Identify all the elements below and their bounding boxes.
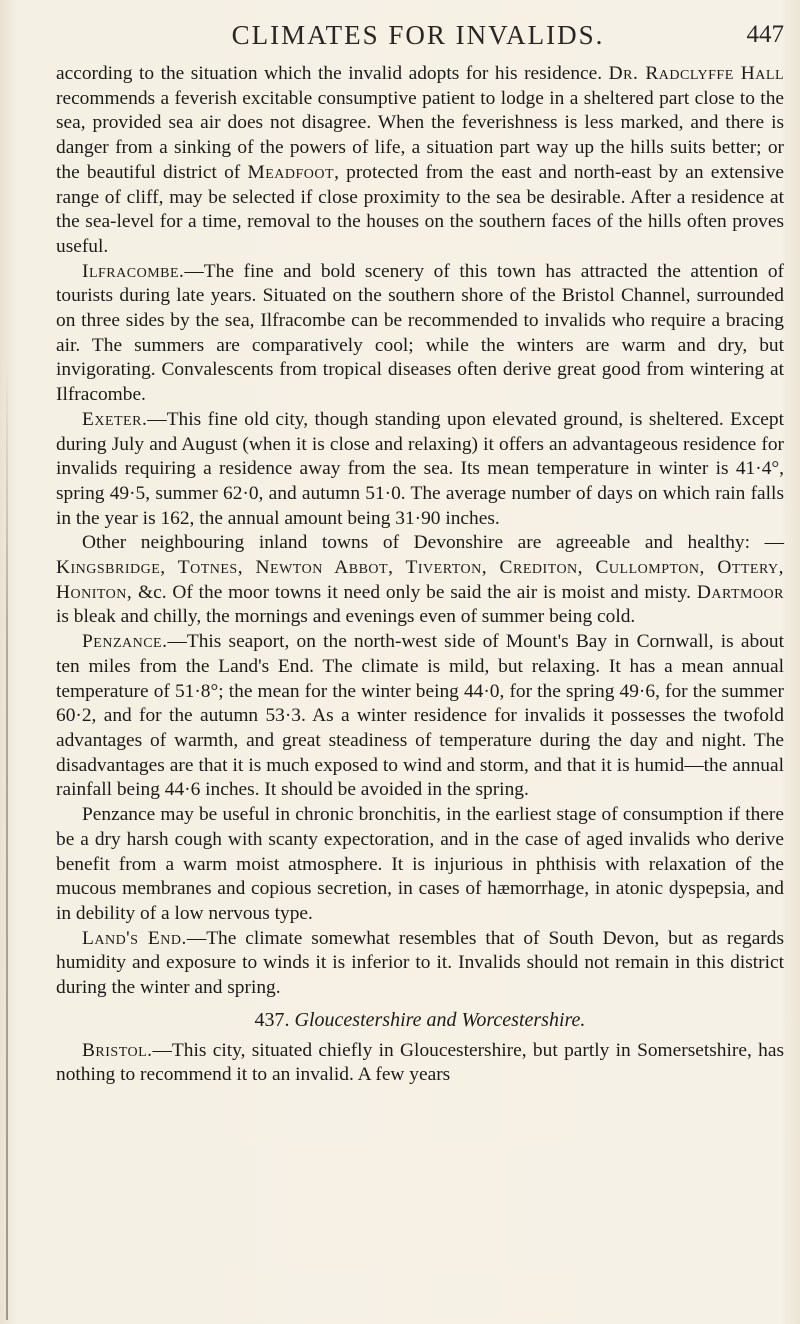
body-text [56,62,784,1088]
place-name: Penzance. [82,631,168,653]
page-header [52,14,784,54]
section-number: 437. [254,1008,290,1031]
paragraph-ilfracombe [56,260,784,408]
section-title: Gloucestershire and Worcestershire. [294,1008,586,1031]
paragraph-text: &c. Of the moor towns it need only be said the air is moist and misty. [132,581,697,603]
page-number: 447 [746,21,784,48]
section-heading [56,1007,784,1033]
place-name: Ilfracombe. [82,260,185,282]
paragraph-torquay-continued [56,62,784,260]
paragraph-bristol [56,1039,784,1088]
paragraph-text: recommends a feverish excitable consumptive patient to lodge in a sheltered part close to the sea, provided sea air does not disagree. When the feverishness is less marked, and there is danger from a sinking of the powers of life, a situation part way up the hills suits better; or the beautiful district of [56,87,784,183]
paragraph-lands-end [56,927,784,1001]
place-name: Land's End. [82,927,187,949]
paragraph-text: —This city, situated chiefly in Gloucestershire, but partly in Somersetshire, has nothing to recommend it to an invalid. A few years [56,1039,784,1086]
person-name: Dr. Radclyffe Hall [608,63,784,84]
place-name: Dartmoor [696,581,784,603]
paragraph-text: Other neighbouring inland towns of Devonshire are agreeable and healthy: — [82,532,784,554]
place-name: Bristol. [82,1039,153,1061]
paragraph-text: —This fine old city, though standing upon elevated ground, is sheltered. Except during July and August (when it is close and relaxing) it offers an advantageous residence for invalids requiring a residence away from the sea. Its mean temperature in winter is 41·4°, spring 49·5, summer 62·0, and autumn 51·0. The average number of days on which rain falls in the year is 162, the annual amount being 31·90 inches. [56,408,784,529]
paragraph-penzance [56,630,784,803]
paragraph-text: —The climate somewhat resembles that of South Devon, but as regards humidity and exposure to winds it is inferior to it. Invalids should not remain in this district during the winter and spring. [56,927,784,999]
paragraph-text: —The fine and bold scenery of this town has attracted the attention of tourists during late years. Situated on the southern shore of the Bristol Channel, surrounded on three sides by the sea, Ilfracombe can be recommended to invalids who require a bracing air. The summers are comparatively cool; while the winters are warm and dry, but invigorating. Convalescents from tropical diseases often derive great good from wintering at Ilfracombe. [56,260,784,406]
binding-shadow [6,360,8,1320]
paragraph-text: —This seaport, on the north-west side of Mount's Bay in Cornwall, is about ten miles from the Land's End. The climate is mild, but relaxing. It has a mean annual temperature of 51·8°; the mean for the winter being 44·0, for the spring 49·6, for the summer 60·2, and for the autumn 53·3. As a winter residence for invalids it possesses the twofold advantages of warmth, and great steadiness of temperature during the day and night. The disadvantages are that it is much exposed to wind and storm, and that it is humid—the annual rainfall being 44·6 inches. It should be avoided in the spring. [56,631,784,801]
paragraph-text: is bleak and chilly, the mornings and evenings even of summer being cold. [56,606,636,628]
paragraph-text: , protected from the east and north-east by an extensive range of cliff, may be selected if close proximity to the sea be desirable. After a residence at the sea-level for a time, removal to the houses on the southern faces of the hills often proves useful. [56,161,785,257]
place-name: Exeter. [82,408,148,430]
running-title: CLIMATES FOR INVALIDS. [231,20,605,50]
paragraph-text: Penzance may be useful in chronic bronchitis, in the earliest stage of consumption if there be a dry harsh cough with scanty expectoration, and in the case of aged invalids who derive benefit from a warm moist atmosphere. It is injurious in phthisis with relaxation of the mucous membranes and copious secretion, in cases of hæmorrhage, in atonic dyspepsia, and in debility of a low nervous type. [56,804,784,924]
paragraph-text: according to the situation which the invalid adopts for his residence. [56,63,609,84]
paragraph-devonshire-towns [56,531,784,630]
town-list: Kingsbridge, Totnes, Newton Abbot, Tiverton, Crediton, Cullompton, Ottery, Honiton, [56,557,784,603]
paragraph-penzance-uses [56,803,784,927]
place-name: Meadfoot [247,161,335,183]
paragraph-exeter [56,408,784,532]
